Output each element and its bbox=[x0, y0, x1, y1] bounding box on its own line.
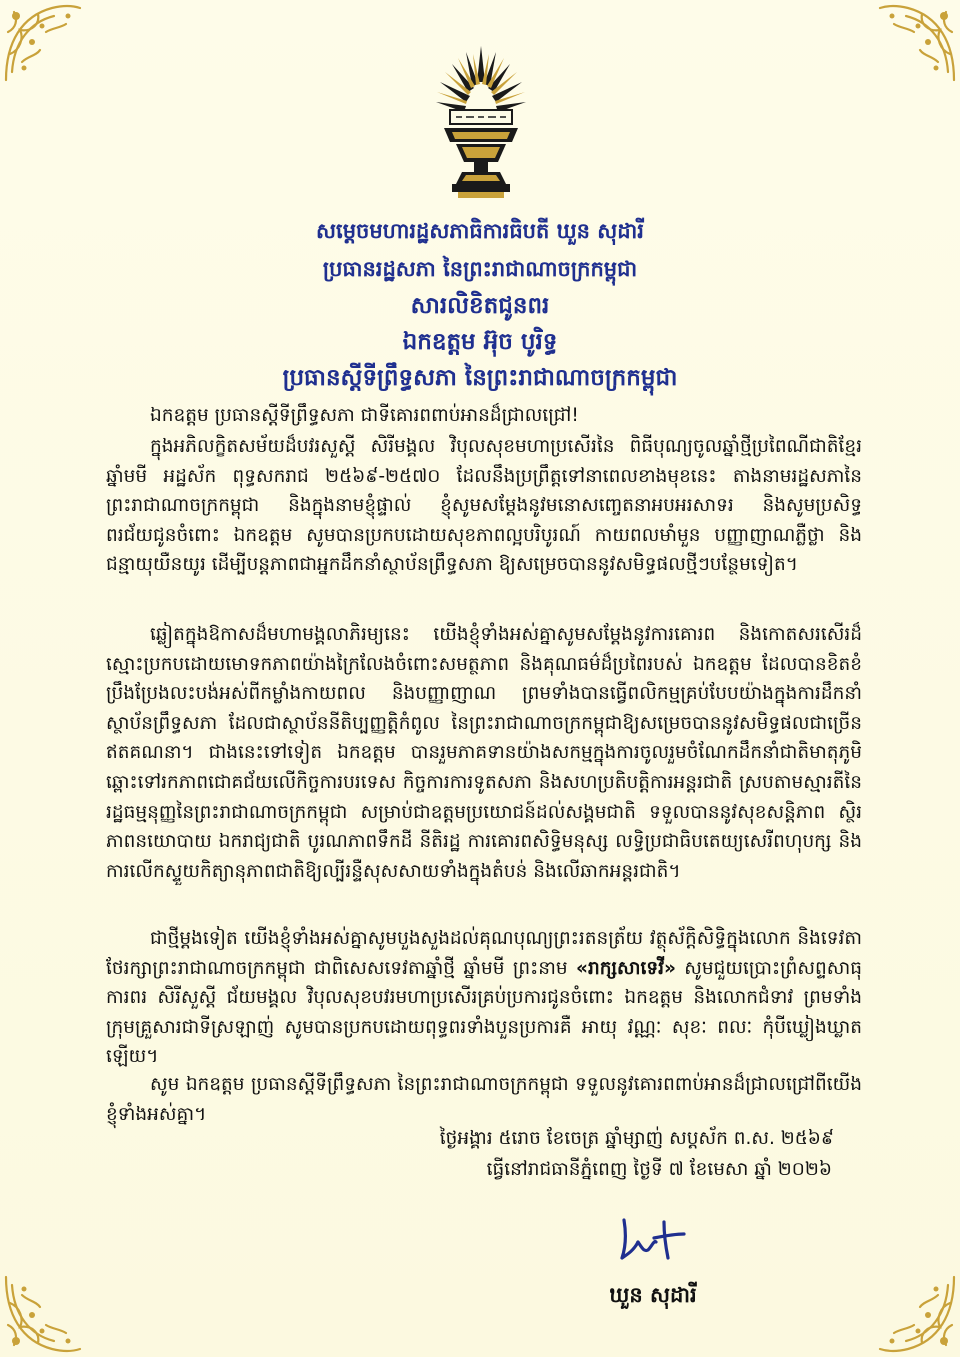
signer-name: ឃួន សុដារី bbox=[609, 1283, 697, 1307]
handwritten-signature bbox=[614, 1212, 690, 1268]
recipient-name: ឯកឧត្តម អ៊ុច បូរិទ្ធ bbox=[402, 329, 558, 355]
national-assembly-emblem-icon bbox=[430, 44, 532, 204]
place-and-date: ធ្វើនៅរាជធានីភ្នំពេញ ថ្ងៃទី ៧ ខែមេសា ឆ្នាំ ២០២៦ bbox=[486, 1159, 832, 1180]
corner-ornament-top-right bbox=[876, 2, 958, 84]
new-year-deity-name: «រាក្សសាទេវី» bbox=[576, 957, 676, 979]
recipient-title: ប្រធានស្តីទីព្រឹទ្ធសភា នៃព្រះរាជាណាចក្រកម្ពុជា bbox=[282, 365, 678, 391]
corner-ornament-bottom-right bbox=[876, 1273, 958, 1355]
paragraph-3-text-start: ជាថ្មីម្តងទៀត យើងខ្ញុំទាំងអស់គ្នាសូមបួងសួងដល់គុណបុណ្យព្រះរតនត្រ័យ វត្ថុស័ក្តិសិទ្ធិក្នុងលោក និងទេវតាថែរក្សាព្រះរាជាណាចក្រកម្ពុជា ជាពិសេសទេវតាឆ្នាំថ្មី ឆ្នាំមមី ព្រះនាម bbox=[106, 928, 862, 979]
body-paragraph-4: សូម ឯកឧត្តម ប្រធានស្តីទីព្រឹទ្ធសភា នៃព្រះរាជាណាចក្រកម្ពុជា ទទួលនូវគោរពពាប់អានដ៏ជ្រាលជ្រៅពីយើងខ្ញុំទាំងអស់គ្នា។ bbox=[106, 1074, 862, 1125]
corner-ornament-top-left bbox=[2, 2, 84, 84]
body-paragraph-3 bbox=[106, 924, 862, 1072]
salutation: ឯកឧត្តម ប្រធានស្តីទីព្រឹទ្ធសភា ជាទីគោរពពាប់អានដ៏ជ្រាលជ្រៅ! bbox=[150, 405, 579, 426]
body-paragraph-1: ក្នុងអភិលក្ខិតសម័យដ៏បវរសួស្តី សិរីមង្គល វិបុលសុខមហាប្រសើរនៃ ពិធីបុណ្យចូលឆ្នាំថ្មីប្រពៃណីជាតិខ្មែរ ឆ្នាំមមី អដ្ឋស័ក ពុទ្ធសករាជ ២៥៦៩-២៥៧០ ដែលនឹងប្រព្រឹត្តទៅនាពេលខាងមុខនេះ តាងនាមរដ្ឋសភានៃព្រះរាជាណាចក្រកម្ពុជា និងក្នុងនាមខ្ញុំផ្ទាល់ ខ្ញុំសូមសម្តែងនូវមនោសញ្ចេតនាអបអរសាទរ និងសូមប្រសិទ្ធពរជ័យជូនចំពោះ ឯកឧត្តម សូមបានប្រកបដោយសុខភាពល្អបរិបូរណ៍ កាយពលមាំមួន បញ្ញាញាណភ្លឺថ្លា និងជន្មាយុយឺនយូរ ដើម្បីបន្តភាពជាអ្នកដឹកនាំស្ថាប័នព្រឹទ្ធសភា ឱ្យសម្រេចបាននូវសមិទ្ធផលថ្មីៗបន្ថែមទៀត។ bbox=[106, 436, 862, 576]
body-paragraph-2: ឆ្លៀតក្នុងឱកាសដ៏មហាមង្គលាភិរម្យនេះ យើងខ្ញុំទាំងអស់គ្នាសូមសម្តែងនូវការគោរព និងកោតសរសើរដ៏ស្មោះប្រកបដោយមោទកភាពយ៉ាងក្រៃលែងចំពោះសមត្ថភាព និងគុណធម៌ដ៏ប្រពៃរបស់ ឯកឧត្តម ដែលបានខិតខំប្រឹងប្រែងលះបង់អស់ពីកម្លាំងកាយពល និងបញ្ញាញាណ ព្រមទាំងបានធ្វើពលិកម្មគ្រប់បែបយ៉ាងក្នុងការដឹកនាំស្ថាប័នព្រឹទ្ធសភា ដែលជាស្ថាប័ននីតិប្បញ្ញត្តិកំពូល នៃព្រះរាជាណាចក្រកម្ពុជាឱ្យសម្រេចបាននូវសមិទ្ធផលជាច្រើនឥតគណនា។ ជាងនេះទៅទៀត ឯកឧត្តម បានរួមភាគទានយ៉ាងសកម្មក្នុងការចូលរួមចំណែកដឹកនាំជាតិមាតុភូមិ ឆ្ពោះទៅរកភាពជោគជ័យលើកិច្ចការបរទេស កិច្ចការការទូតសភា និងសហប្រតិបត្តិការអន្តរជាតិ ស្របតាមស្មារតីនៃរដ្ឋធម្មនុញ្ញនៃព្រះរាជាណាចក្រកម្ពុជា សម្រាប់ជាឧត្តមប្រយោជន៍ដល់សង្គមជាតិ ទទួលបាននូវសុខសន្តិភាព ស្ថិរភាពនយោបាយ ឯករាជ្យជាតិ បូរណភាពទឹកដី នីតិរដ្ឋ ការគោរពសិទ្ធិមនុស្ស លទ្ធិប្រជាធិបតេយ្យសេរីពហុបក្ស និងការលើកស្ទួយកិត្យានុភាពជាតិឱ្យល្បីរន្ទឺសុសសាយទាំងក្នុងតំបន់ និងលើឆាកអន្តរជាតិ។ bbox=[106, 624, 862, 882]
lunar-date: ថ្ងៃអង្គារ ៥រោច ខែចេត្រ ឆ្នាំម្សាញ់ សប្តស័ក ព.ស. ២៥៦៩ bbox=[439, 1128, 834, 1149]
corner-ornament-bottom-left bbox=[2, 1273, 84, 1355]
sender-title: សម្តេចមហារដ្ឋសភាធិការធិបតី ឃួន សុដារី bbox=[316, 219, 644, 243]
paragraph-3-text-end: សូមជួយប្រោះព្រំសព្ទសាធុការពរ សិរីសួស្តី ជ័យមង្គល វិបុលសុខបវរមហាប្រសើរគ្រប់ប្រការជូនចំពោះ ឯកឧត្តម និងលោកជំទាវ ព្រមទាំងក្រុមគ្រួសារជាទីស្រឡាញ់ សូមបានប្រកបដោយពុទ្ធពរទាំងបួនប្រការគឺ អាយុ វណ្ណៈ សុខៈ ពលៈ កុំបីឃ្លៀងឃ្លាតឡើយ។ bbox=[106, 957, 862, 1068]
sender-position: ប្រធានរដ្ឋសភា នៃព្រះរាជាណាចក្រកម្ពុជា bbox=[322, 257, 638, 281]
letter-title: សារលិខិតជូនពរ bbox=[410, 293, 550, 319]
